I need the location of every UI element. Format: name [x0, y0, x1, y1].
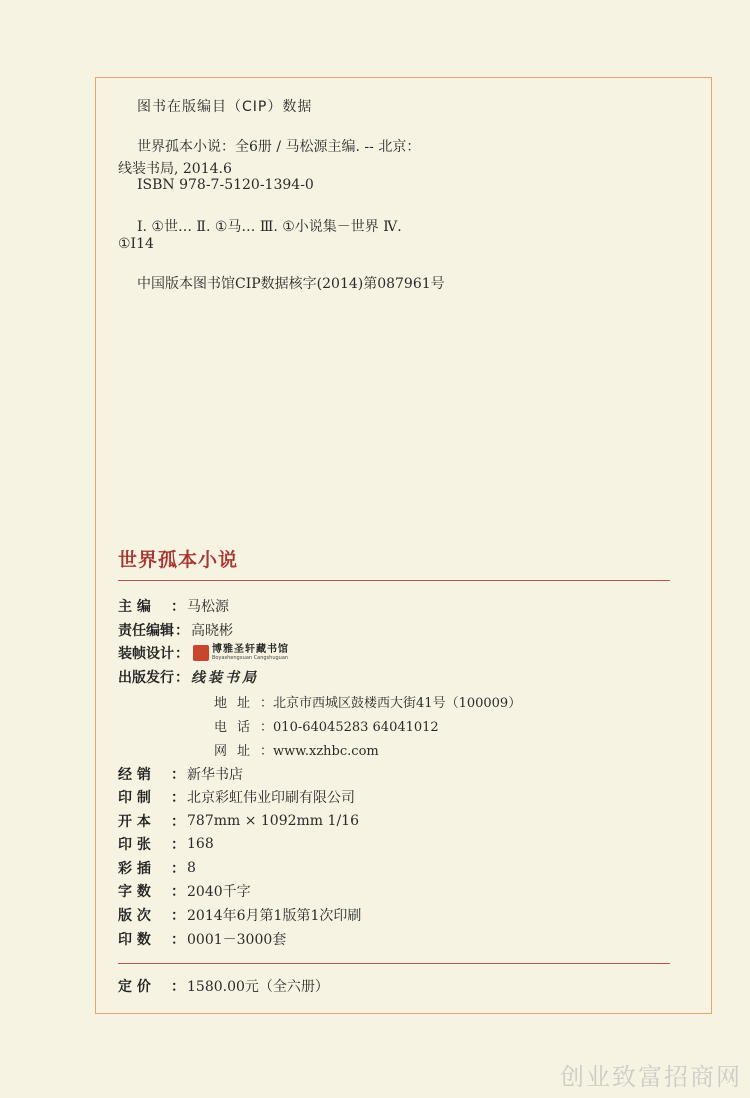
cip-line-4: Ⅰ. ①世… Ⅱ. ①马… Ⅲ. ①小说集－世界 Ⅳ.: [137, 219, 402, 235]
cip-line-5: ①I14: [118, 236, 154, 252]
row-words: 字 数 ： 2040千字: [118, 881, 251, 901]
watermark-text: 创业致富招商网: [560, 1063, 742, 1091]
row-publisher: [118, 667, 259, 687]
edition-value: 2014年6月第1版第1次印刷: [187, 908, 362, 924]
seal-icon: [193, 645, 209, 661]
row-chief-editor: [118, 596, 229, 616]
print-run-value: 0001－3000套: [187, 932, 287, 948]
words-value: 2040千字: [187, 884, 251, 900]
cip-line-6: 中国版本图书馆CIP数据核字(2014)第087961号: [137, 276, 445, 292]
title-rule: [118, 580, 670, 581]
row-price: 定 价 ： 1580.00元（全六册）: [118, 976, 329, 996]
price-value: 1580.00元（全六册）: [187, 979, 329, 995]
row-format: 开 本 ： 787mm × 1092mm 1/16: [118, 813, 359, 830]
book-title: 世界孤本小说: [118, 549, 239, 571]
row-responsible-editor: [118, 620, 233, 640]
cip-line-2: 线装书局, 2014.6: [118, 161, 232, 177]
plates-value: 8: [187, 860, 196, 876]
row-print-run: 印 数 ： 0001－3000套: [118, 929, 286, 949]
address-line: 地址：北京市西城区鼓楼西大街41号（100009）: [214, 696, 522, 711]
publisher-value: 线装书局: [191, 670, 259, 686]
distributor-value: 新华书店: [187, 767, 243, 783]
row-distributor: 经 销 ： 新华书店: [118, 764, 243, 784]
row-design: [118, 643, 289, 663]
price-rule: [118, 963, 670, 964]
printer-value: 北京彩虹伟业印刷有限公司: [187, 790, 355, 806]
row-plates: 彩 插 ： 8: [118, 860, 196, 877]
chief-editor-label: 主 编 ：: [118, 599, 185, 615]
format-value: 787mm × 1092mm 1/16: [187, 813, 359, 829]
cip-heading: 图书在版编目（CIP）数据: [137, 99, 313, 115]
design-label: 装帧设计：: [118, 646, 189, 662]
design-studio-logo: 博雅圣轩藏书馆 Boyashengxuan Cangshuguan: [193, 645, 289, 661]
cip-line-1: 世界孤本小说：全6册 / 马松源主编. -- 北京：: [137, 139, 421, 155]
publisher-label: 出版发行：: [118, 670, 189, 686]
phone-line: 电话：010-64045283 64041012: [214, 720, 439, 735]
cip-line-3: ISBN 978-7-5120-1394-0: [137, 177, 314, 193]
row-edition: 版 次 ： 2014年6月第1版第1次印刷: [118, 905, 361, 925]
row-printer: 印 制 ： 北京彩虹伟业印刷有限公司: [118, 787, 355, 807]
sheets-value: 168: [187, 836, 214, 852]
website-line: 网址：www.xzhbc.com: [214, 744, 379, 759]
chief-editor-value: 马松源: [187, 599, 229, 615]
row-sheets: 印 张 ： 168: [118, 836, 214, 853]
responsible-editor-value: 高晓彬: [191, 623, 233, 639]
responsible-editor-label: 责任编辑：: [118, 623, 189, 639]
